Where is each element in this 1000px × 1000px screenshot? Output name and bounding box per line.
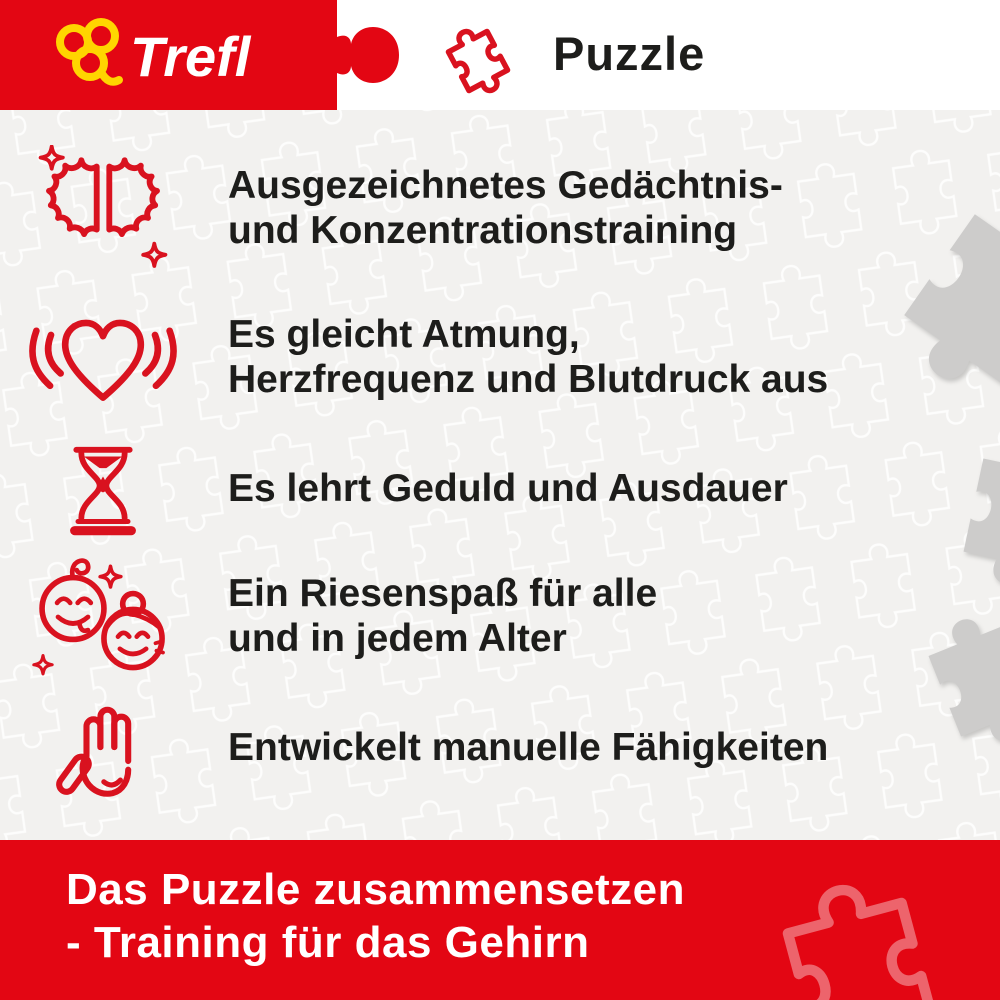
footer-banner: [0, 840, 1000, 1000]
vibrating-heart-icon: [0, 305, 205, 409]
benefits-section: [0, 110, 1000, 840]
header: [0, 0, 1000, 110]
benefit-text: Ausgezeichnetes Gedächtnis- und Konzentrationstraining: [228, 163, 783, 252]
footer-text: Das Puzzle zusammensetzen - Training für das Gehirn: [66, 865, 685, 967]
trefl-banner: [0, 0, 410, 110]
hourglass-icon: [0, 439, 205, 539]
benefit-item: [0, 692, 1000, 804]
header-title: Puzzle: [553, 27, 706, 80]
benefit-item: [0, 434, 1000, 544]
hand-icon: [0, 695, 205, 801]
benefit-text: Es gleicht Atmung, Herzfrequenz und Blutdruck aus: [228, 312, 829, 401]
benefit-item: [0, 298, 1000, 416]
benefit-text: Es lehrt Geduld und Ausdauer: [228, 467, 788, 511]
family-faces-icon: [0, 550, 205, 682]
brain-icon: [0, 145, 205, 271]
benefit-item: [0, 550, 1000, 682]
benefit-text: Entwickelt manuelle Fähigkeiten: [228, 726, 829, 770]
benefit-item: [0, 142, 1000, 274]
trefl-logo-text: Trefl: [130, 25, 251, 88]
puzzle-icon: [428, 18, 528, 104]
benefit-text: Ein Riesenspaß für alle und in jedem Alter: [228, 571, 658, 660]
